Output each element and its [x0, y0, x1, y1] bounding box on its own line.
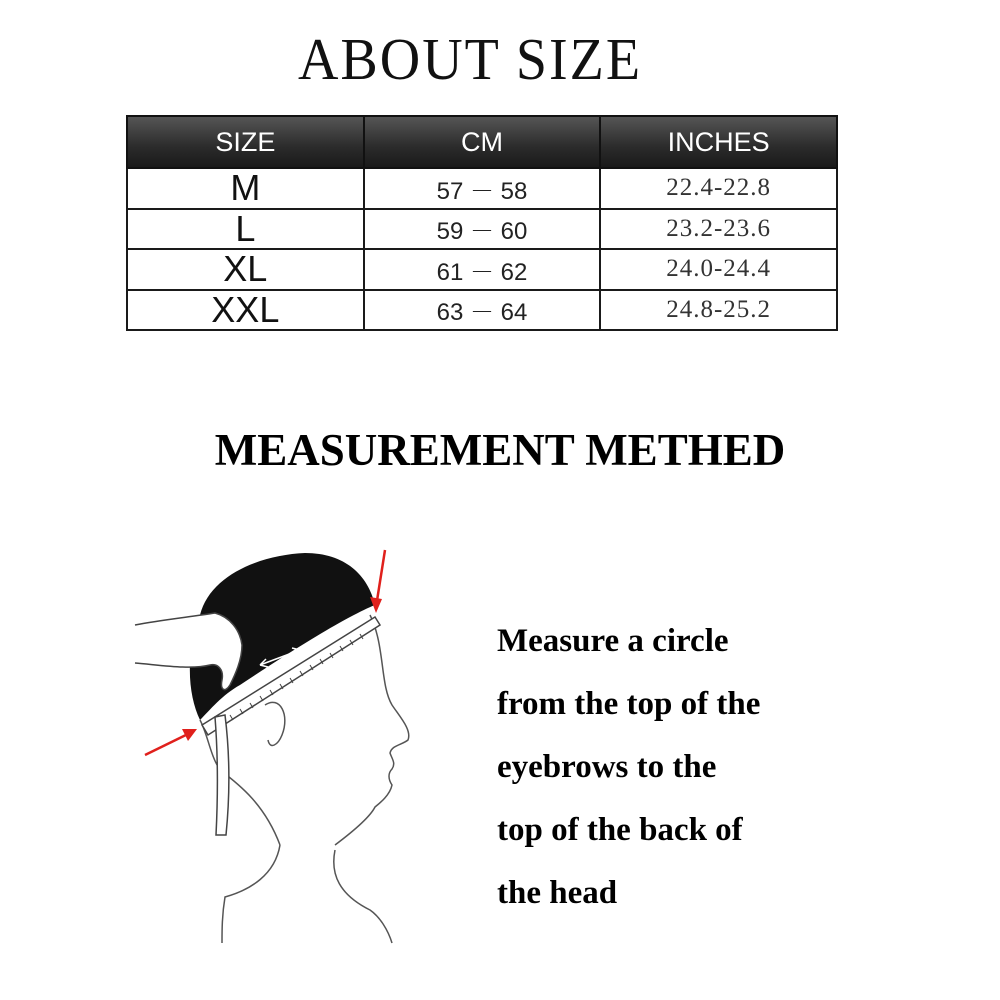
- instruction-line: eyebrows to the: [497, 749, 717, 785]
- cell-size: L: [127, 209, 364, 250]
- face-profile: [335, 615, 409, 845]
- measurement-instructions: [497, 610, 917, 925]
- header-cm: CM: [364, 116, 601, 168]
- cell-inches: 23.2-23.6: [600, 209, 837, 250]
- header-size: SIZE: [127, 116, 364, 168]
- cell-size: XL: [127, 249, 364, 290]
- instruction-line: the head: [497, 875, 618, 911]
- back-of-head: [200, 720, 280, 845]
- hand: [135, 613, 242, 690]
- page-title: ABOUT SIZE: [297, 27, 643, 93]
- table-row: [127, 168, 837, 209]
- cell-size: M: [127, 168, 364, 209]
- ear: [265, 702, 285, 745]
- cell-inches: 24.8-25.2: [600, 290, 837, 331]
- cell-cm: 59 － 60: [364, 209, 601, 250]
- table-row: [127, 249, 837, 290]
- red-arrow-left: [145, 733, 190, 755]
- header-inches: INCHES: [600, 116, 837, 168]
- neck-outline: [222, 845, 280, 943]
- cell-size: XXL: [127, 290, 364, 331]
- head-measurement-illustration: [130, 545, 430, 945]
- instruction-line: top of the back of: [497, 812, 743, 848]
- cell-cm: 57 － 58: [364, 168, 601, 209]
- cell-inches: 24.0-24.4: [600, 249, 837, 290]
- table-row: [127, 290, 837, 331]
- cell-cm: 61 － 62: [364, 249, 601, 290]
- cell-inches: 22.4-22.8: [600, 168, 837, 209]
- instruction-line: from the top of the: [497, 686, 761, 722]
- size-table: [126, 115, 838, 331]
- shoulder-outline: [334, 850, 392, 943]
- table-row: [127, 209, 837, 250]
- method-title: MEASUREMENT METHED: [214, 425, 786, 475]
- instruction-line: Measure a circle: [497, 623, 729, 659]
- table-header-row: [127, 116, 837, 168]
- cell-cm: 63 － 64: [364, 290, 601, 331]
- tape-end: [215, 715, 229, 835]
